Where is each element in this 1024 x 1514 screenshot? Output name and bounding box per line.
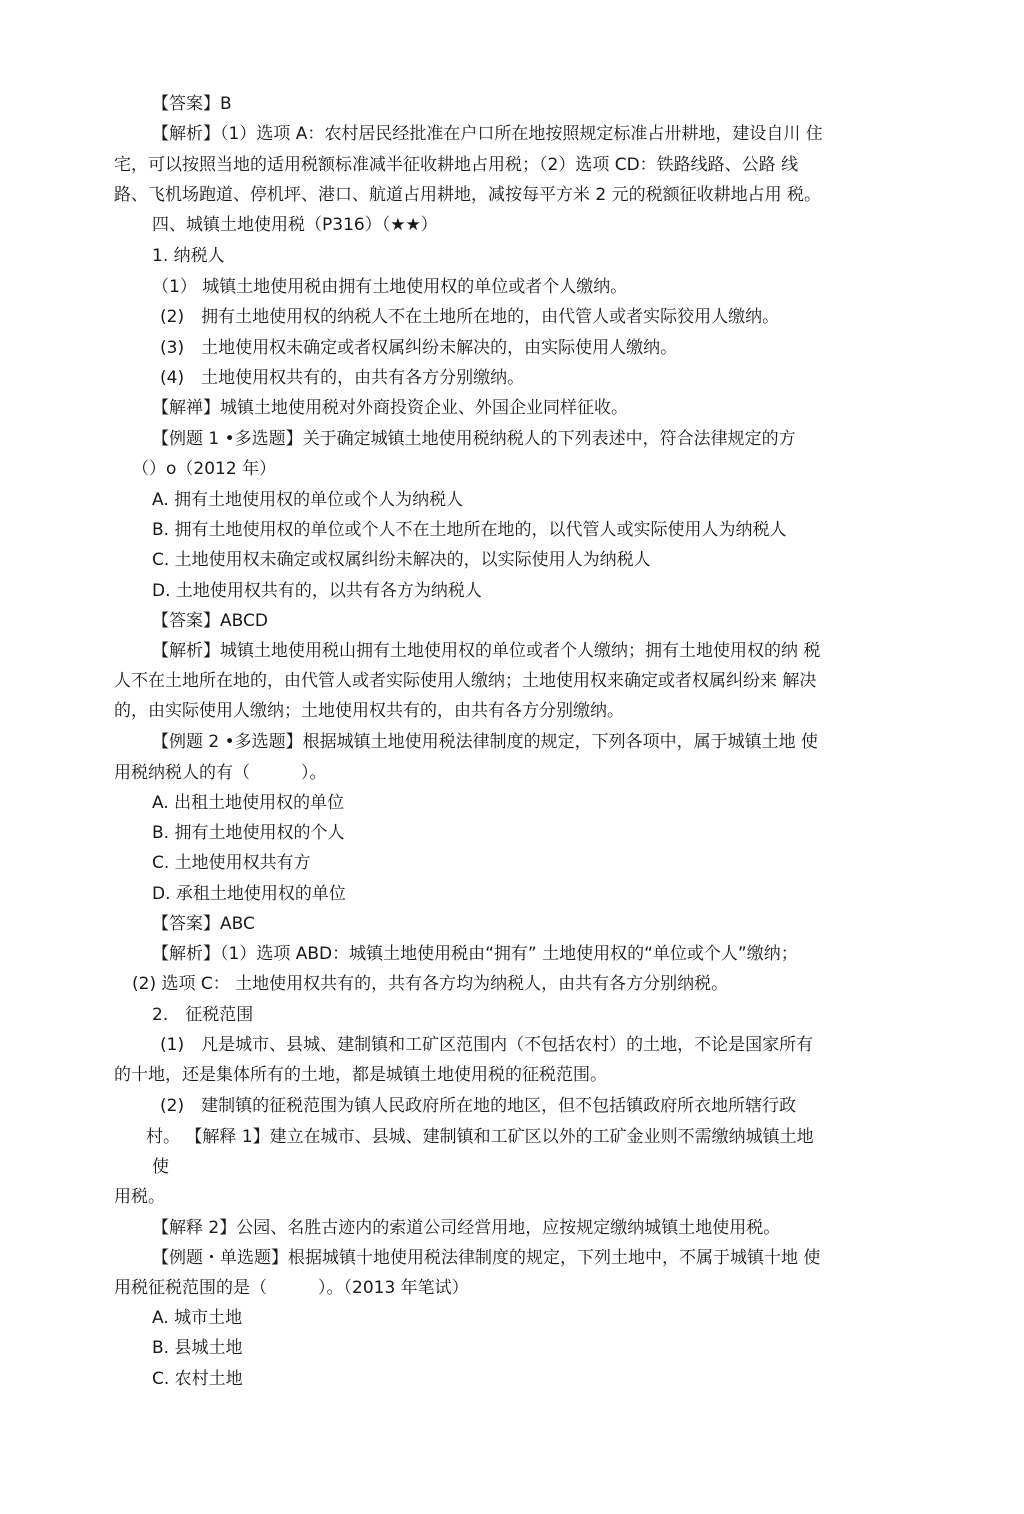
text-line: （）o（2012 年） [132, 459, 277, 479]
text-line: 的十地，还是集体所有的土地，都是城镇土地使用税的征税范围。 [114, 1065, 607, 1085]
text-line: (2) 选项 C： 土地使用权共有的，共有各方均为纳税人，由共有各方分别纳税。 [132, 974, 729, 994]
text-line: （1） 城镇土地使用税由拥有土地使用权的单位或者个人缴纳。 [152, 277, 628, 297]
text-line: B. 拥有土地使用权的单位或个人不在土地所在地的，以代管人或实际使用人为纳税人 [152, 520, 787, 540]
text-line: 【解析】（1）选项 A：农村居民经批准在户口所在地按照规定标准占卅耕地，建设自川 住 [152, 124, 823, 144]
section-heading: 四、城镇土地使用税（P316）（★★） [152, 215, 438, 235]
text-line: (4) 土地使用权共有的，由共有各方分别缴纳。 [160, 368, 525, 388]
text-line: (2) 建制镇的征税范围为镇人民政府所在地的地区，但不包括镇政府所衣地所辖行政 [160, 1096, 797, 1116]
text-line: (3) 土地使用权未确定或者权属纠纷未解决的，由实际使用人缴纳。 [160, 338, 678, 358]
text-line: 村。 【解释 1】建立在城市、县城、建制镇和工矿区以外的工矿金业则不需缴纳城镇土地 [146, 1127, 814, 1147]
text-line: 人不在土地所在地的，由代管人或者实际使用人缴纳；土地使用权来确定或者权属纠纷来 解决 [114, 671, 817, 691]
text-line: 1. 纳税人 [152, 246, 225, 266]
text-line: 【例题 1 •多选题】关于确定城镇土地使用税纳税人的下列表述中，符合法律规定的方 [152, 429, 796, 449]
text-line: (2) 拥有土地使用权的纳税人不在土地所在地的，由代管人或者实际狡用人缴纳。 [160, 307, 780, 327]
text-line: D. 土地使用权共有的，以共有各方为纳税人 [152, 581, 482, 601]
text-line: B. 拥有土地使用权的个人 [152, 823, 345, 843]
text-line: A. 出租土地使用权的单位 [152, 793, 345, 813]
text-line: D. 承租土地使用权的单位 [152, 884, 346, 904]
text-line: 【例题・单选题】根据城镇十地使用税法律制度的规定，下列土地中，不属于城镇十地 使 [152, 1248, 821, 1268]
text-line: 【答案】ABC [152, 914, 255, 934]
text-line: A. 城市土地 [152, 1308, 243, 1328]
text-line: 【解禅】城镇土地使用税对外商投资企业、外国企业同样征收。 [152, 398, 628, 418]
text-line: 【答案】B [152, 94, 232, 114]
text-line: 【例题 2 •多选题】根据城镇土地使用税法律制度的规定，下列各项中，属于城镇土地 使 [152, 732, 819, 752]
text-line: 的，由实际使用人缴纳；土地使用权共有的，由共有各方分别缴纳。 [114, 701, 624, 721]
text-line: 【解析】城镇土地使用税山拥有土地使用权的单位或者个人缴纳；拥有土地使用权的纳 税 [152, 641, 821, 661]
text-line: B. 县城土地 [152, 1338, 243, 1358]
section-heading: 2. 征税范围 [152, 1005, 254, 1025]
text-line: 宅，可以按照当地的适用税额标准减半征收耕地占用税；（2）选项 CD：铁路线路、公路 线 [114, 155, 799, 175]
text-line: 使 [152, 1157, 169, 1177]
text-line: A. 拥有土地使用权的单位或个人为纳税人 [152, 490, 464, 510]
text-line: 路、飞机场跑道、停机坪、港口、航道占用耕地，减按每平方米 2 元的税额征收耕地占用 税。 [114, 185, 822, 205]
text-line: 用税纳税人的有（ ）。 [114, 763, 327, 783]
text-line: C. 土地使用权未确定或权属纠纷未解决的，以实际使用人为纳税人 [152, 550, 651, 570]
text-line: (1) 凡是城市、县城、建制镇和工矿区范围内（不包括农村）的土地，不论是国家所有 [160, 1035, 814, 1055]
text-line: 【解释 2】公园、名胜古迹内的索道公司经営用地，应按规定缴纳城镇土地使用税。 [152, 1218, 781, 1238]
text-line: 用税征税范围的是（ ）。（2013 年笔试） [114, 1278, 469, 1298]
text-line: 【答案】ABCD [152, 611, 268, 631]
text-line: 【解析】（1）选项 ABD：城镇土地使用税由“拥有” 土地使用权的“单位或个人”缴纳； [152, 944, 798, 964]
text-line: C. 土地使用权共有方 [152, 853, 311, 873]
text-line: C. 农村土地 [152, 1369, 243, 1389]
text-line: 用税。 [114, 1187, 165, 1207]
